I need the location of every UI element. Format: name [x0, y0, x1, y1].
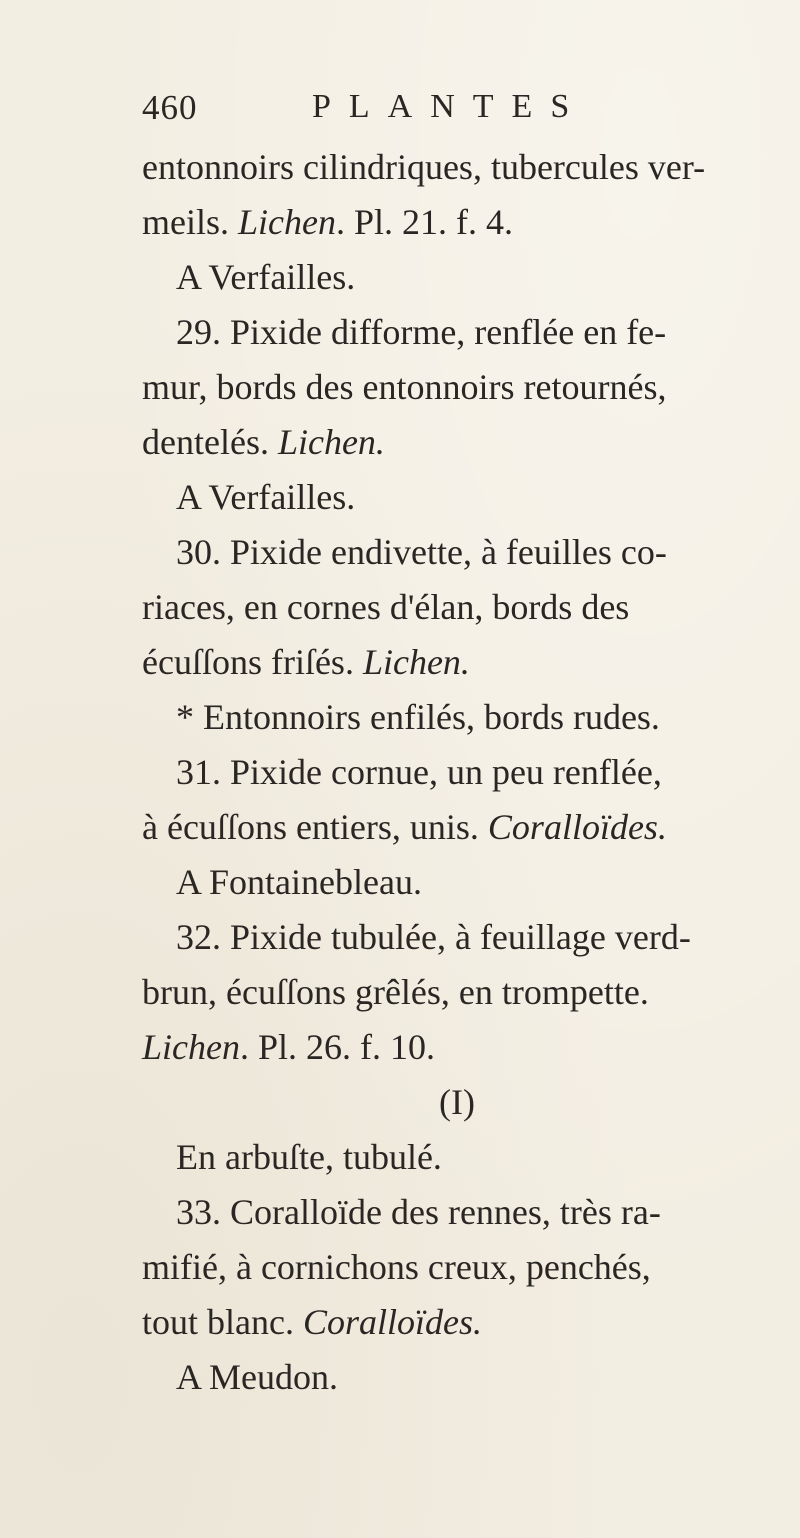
- italic-text: Coralloïdes.: [487, 807, 667, 847]
- text-line: [142, 1185, 772, 1240]
- text-run: brun, écuſſons grêlés, en trompette.: [142, 972, 649, 1012]
- section-marker: [439, 1075, 475, 1130]
- text-run: à écuſſons entiers, unis.: [142, 807, 488, 847]
- text-run: riaces, en cornes d'élan, bords des: [142, 587, 630, 627]
- text-line: [142, 1240, 772, 1295]
- text-line: [142, 910, 772, 965]
- italic-text: Coralloïdes.: [302, 1302, 482, 1342]
- text-run: (I): [439, 1082, 475, 1122]
- text-line: [142, 1295, 772, 1350]
- text-line: [142, 690, 772, 745]
- text-line: [142, 800, 772, 855]
- text-line: [142, 140, 772, 195]
- text-run: . Pl. 21. f. 4.: [335, 202, 513, 242]
- text-run: entonnoirs cilindriques, tubercules ver-: [142, 147, 706, 187]
- text-line: [142, 855, 772, 910]
- text-line: [142, 580, 772, 635]
- text-run: A Verfailles.: [176, 477, 356, 517]
- italic-text: Lichen: [238, 202, 336, 242]
- text-line: [142, 1130, 772, 1185]
- body-text: [142, 140, 772, 1405]
- text-run: 31. Pixide cornue, un peu renflée,: [176, 752, 662, 792]
- text-run: . Pl. 26. f. 10.: [239, 1027, 435, 1067]
- text-run: A Meudon.: [176, 1357, 338, 1397]
- text-run: meils.: [142, 202, 238, 242]
- text-line: [142, 195, 772, 250]
- text-run: écuſſons friſés.: [142, 642, 363, 682]
- text-line: [142, 745, 772, 800]
- text-run: A Fontainebleau.: [176, 862, 422, 902]
- text-line: [142, 470, 772, 525]
- text-line: [142, 360, 772, 415]
- text-line: [142, 1075, 772, 1130]
- text-line: [142, 1020, 772, 1075]
- italic-text: Lichen.: [277, 422, 385, 462]
- text-run: A Verfailles.: [176, 257, 356, 297]
- text-line: [142, 250, 772, 305]
- text-run: dentelés.: [142, 422, 278, 462]
- text-line: [142, 1350, 772, 1405]
- text-run: 32. Pixide tubulée, à feuillage verd-: [176, 917, 691, 957]
- text-run: mifié, à cornichons creux, penchés,: [142, 1247, 651, 1287]
- italic-text: Lichen.: [362, 642, 470, 682]
- text-run: * Entonnoirs enfilés, bords rudes.: [176, 697, 660, 737]
- text-line: [142, 305, 772, 360]
- text-line: [142, 525, 772, 580]
- text-run: 29. Pixide difforme, renflée en fe-: [176, 312, 667, 352]
- page-number: 460: [142, 88, 198, 127]
- text-line: [142, 635, 772, 690]
- text-run: tout blanc.: [142, 1302, 303, 1342]
- running-title: PLANTES: [312, 88, 588, 125]
- text-run: 30. Pixide endivette, à feuilles co-: [176, 532, 667, 572]
- italic-text: Lichen: [142, 1027, 240, 1067]
- text-run: En arbuſte, tubulé.: [176, 1137, 442, 1177]
- page-header: [142, 88, 702, 138]
- text-run: mur, bords des entonnoirs retournés,: [142, 367, 667, 407]
- text-line: [142, 415, 772, 470]
- text-line: [142, 965, 772, 1020]
- text-run: 33. Coralloïde des rennes, très ra-: [176, 1192, 661, 1232]
